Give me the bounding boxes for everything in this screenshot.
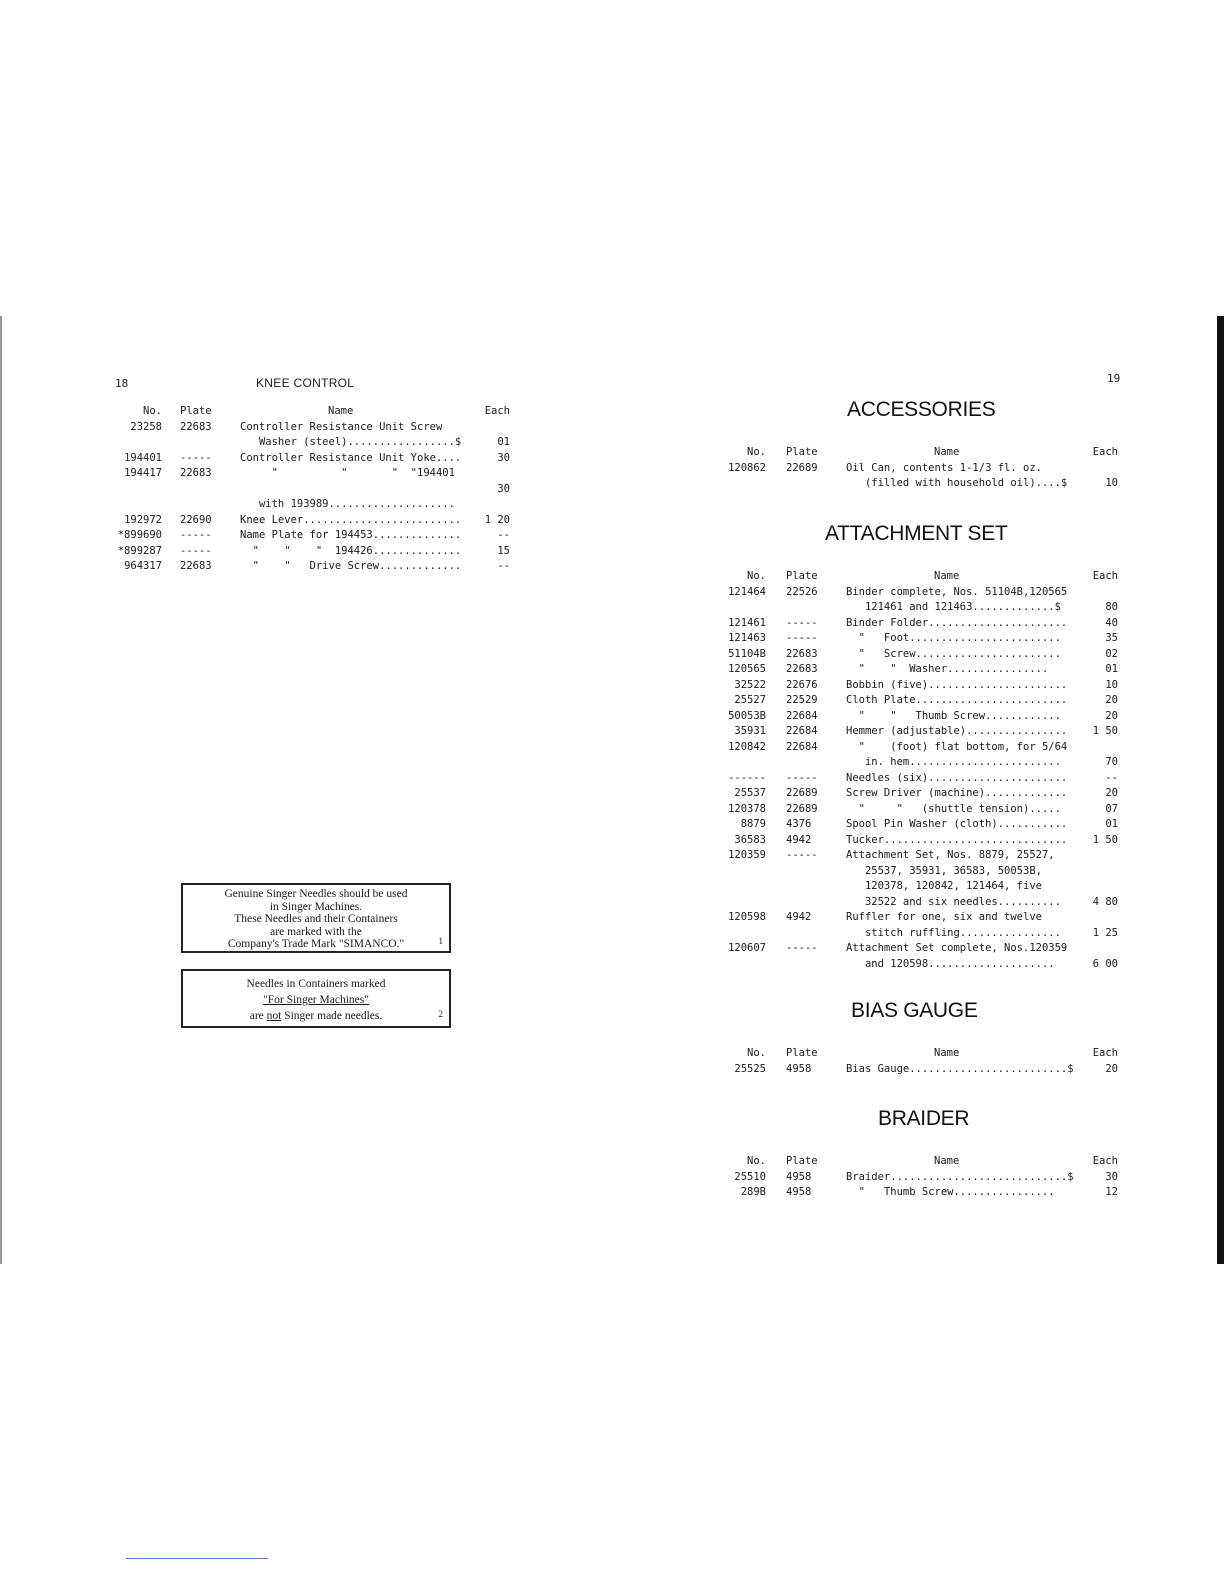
part-price: 1 50 <box>1092 725 1118 737</box>
part-name: Binder complete, Nos. 51104B,120565 <box>846 585 1068 598</box>
part-name: " " Thumb Screw............ <box>846 709 1061 722</box>
part-price: -- <box>1105 771 1118 784</box>
part-name: stitch ruffling................ <box>846 926 1061 939</box>
part-number: 25510 <box>734 1170 766 1183</box>
part-number: *899287 <box>117 544 162 557</box>
plate-number: 4942 <box>786 833 812 846</box>
notice-line: "For Singer Machines" <box>263 994 369 1006</box>
header-plate: Plate <box>180 405 212 417</box>
part-price: 1 50 <box>1092 833 1118 846</box>
plate-number: 4958 <box>786 1170 812 1183</box>
part-price: 01 <box>497 436 510 448</box>
left-page-edge <box>0 316 2 1264</box>
part-number: 121464 <box>728 585 766 598</box>
table-row <box>720 1170 1120 1186</box>
table-row <box>720 864 1120 880</box>
part-name: in. hem........................ <box>846 756 1061 768</box>
part-price: 35 <box>1105 632 1118 644</box>
part-number: 25527 <box>734 694 766 706</box>
part-number: 25525 <box>734 1062 766 1075</box>
part-price: 01 <box>1105 818 1118 830</box>
plate-number: 22683 <box>180 420 212 433</box>
plate-number: 22683 <box>786 663 818 675</box>
part-name: " " Drive Screw............. <box>240 560 462 572</box>
knee-control-table <box>110 404 520 575</box>
part-number: 51104B <box>728 647 766 660</box>
part-name: Screw Driver (machine)............. <box>846 787 1068 799</box>
header-name: Name <box>934 1155 960 1167</box>
part-name: Cloth Plate........................ <box>846 694 1068 706</box>
part-name: Bobbin (five)...................... <box>846 678 1068 691</box>
table-row <box>720 724 1120 740</box>
header-each: Each <box>484 405 510 417</box>
right-page-edge <box>1217 316 1224 1264</box>
attachment-set-table <box>720 569 1120 972</box>
table-header-row <box>720 445 1120 461</box>
section-title-accessories: ACCESSORIES <box>847 398 996 421</box>
plate-number: 4942 <box>786 911 812 923</box>
part-number: ------ <box>728 771 766 784</box>
notice-mark: 2 <box>438 1009 443 1019</box>
notice-line: are marked with the <box>270 925 362 938</box>
plate-number: ----- <box>180 529 212 541</box>
table-row <box>110 482 520 498</box>
part-price: 10 <box>1105 477 1118 489</box>
notice-text: Singer made needles. <box>281 1010 383 1022</box>
part-name: Name Plate for 194453.............. <box>240 529 462 541</box>
part-name: 25537, 35931, 36583, 50053B, <box>846 864 1042 877</box>
needles-warning-notice <box>181 969 451 1028</box>
part-name: 121461 and 121463.............$ <box>846 601 1061 613</box>
part-name: " Foot........................ <box>846 632 1061 644</box>
header-plate: Plate <box>786 1047 818 1059</box>
part-price: 02 <box>1105 647 1118 660</box>
part-name: Knee Lever......................... <box>240 513 462 526</box>
part-name: Controller Resistance Unit Yoke.... <box>240 451 462 464</box>
plate-number: 4958 <box>786 1062 812 1075</box>
part-number: *899690 <box>117 529 162 541</box>
header-each: Each <box>1092 570 1118 582</box>
part-name: Spool Pin Washer (cloth)........... <box>846 818 1068 830</box>
part-number: 120842 <box>728 740 766 753</box>
table-row <box>110 559 520 575</box>
part-name: " " " 194426.............. <box>240 544 462 557</box>
right-page-number: 19 <box>1107 372 1121 385</box>
part-name: Washer (steel).................$ <box>240 436 462 448</box>
part-name: 120378, 120842, 121464, five <box>846 880 1042 892</box>
part-name: (filled with household oil)....$ <box>846 477 1068 489</box>
header-name: Name <box>934 570 960 582</box>
part-price: 70 <box>1105 756 1118 768</box>
part-price: 1 20 <box>484 513 510 526</box>
part-name: Needles (six)...................... <box>846 771 1068 784</box>
part-number: 50053B <box>728 709 766 722</box>
plate-number: 22683 <box>786 647 818 660</box>
header-each: Each <box>1092 446 1118 458</box>
table-row <box>720 600 1120 616</box>
part-number: 120862 <box>728 461 766 474</box>
part-number: 23258 <box>130 420 162 433</box>
part-number: 120378 <box>728 802 766 815</box>
table-row <box>110 451 520 467</box>
part-number: 121463 <box>728 632 766 644</box>
part-number: 25537 <box>734 787 766 799</box>
plate-number: 22689 <box>786 461 818 474</box>
part-price: 07 <box>1105 802 1118 815</box>
plate-number: 22689 <box>786 787 818 799</box>
notice-text: are <box>249 1010 267 1022</box>
part-number: 289B <box>740 1186 766 1198</box>
plate-number: 22690 <box>180 513 212 526</box>
table-row <box>720 616 1120 632</box>
running-head: KNEE CONTROL <box>256 376 355 390</box>
table-row <box>110 420 520 436</box>
part-price: 20 <box>1105 709 1118 722</box>
part-price: 20 <box>1105 694 1118 706</box>
plate-number: ----- <box>180 544 212 557</box>
table-row <box>110 497 520 513</box>
table-row <box>720 817 1120 833</box>
part-price: 4 80 <box>1092 895 1118 908</box>
plate-number: 22684 <box>786 709 818 722</box>
part-number: 120607 <box>728 942 766 954</box>
footer-link-underline <box>126 1558 268 1559</box>
part-number: 192972 <box>124 513 162 526</box>
section-title-bias-gauge: BIAS GAUGE <box>851 999 978 1022</box>
plate-number: ----- <box>180 451 212 464</box>
header-no: No. <box>747 1155 766 1167</box>
accessories-table <box>720 445 1120 492</box>
header-no: No. <box>747 570 766 582</box>
part-price: 30 <box>1105 1170 1118 1183</box>
table-row <box>720 662 1120 678</box>
plate-number: 22684 <box>786 740 818 753</box>
plate-number: 4958 <box>786 1186 812 1198</box>
table-row <box>720 585 1120 601</box>
part-name: with 193989.................... <box>240 498 455 510</box>
table-row <box>720 461 1120 477</box>
table-header-row <box>720 1154 1120 1170</box>
part-price: 12 <box>1105 1186 1118 1198</box>
header-each: Each <box>1092 1047 1118 1059</box>
table-row <box>720 771 1120 787</box>
part-number: 8879 <box>740 818 766 830</box>
table-row <box>720 802 1120 818</box>
part-number: 120565 <box>728 663 766 675</box>
plate-number: 22676 <box>786 678 818 691</box>
notice-line: These Needles and their Containers <box>234 913 398 925</box>
table-row <box>720 895 1120 911</box>
table-row <box>110 528 520 544</box>
part-price: 6 00 <box>1092 957 1118 970</box>
header-name: Name <box>934 446 960 458</box>
header-name: Name <box>934 1047 960 1059</box>
part-name: Attachment Set complete, Nos.120359 <box>846 942 1068 954</box>
table-row <box>720 476 1120 492</box>
header-no: No. <box>747 1047 766 1059</box>
part-name: 32522 and six needles.......... <box>846 895 1061 908</box>
part-number: 120359 <box>728 849 766 861</box>
part-price: 30 <box>497 451 510 464</box>
part-number: 121461 <box>728 616 766 629</box>
notice-line: Genuine Singer Needles should be used <box>224 888 408 900</box>
table-row <box>720 957 1120 973</box>
part-price: 80 <box>1105 601 1118 613</box>
part-name: Controller Resistance Unit Screw <box>240 420 443 433</box>
table-row <box>720 879 1120 895</box>
notice-line: Needles in Containers marked <box>246 978 386 990</box>
plate-number: 22529 <box>786 694 818 706</box>
table-row <box>110 513 520 529</box>
table-row <box>720 910 1120 926</box>
table-header-row <box>110 404 520 420</box>
part-price: 40 <box>1105 616 1118 629</box>
part-name: Bias Gauge.........................$ <box>846 1062 1074 1075</box>
part-name: " Screw....................... <box>846 647 1061 660</box>
part-price: 20 <box>1105 1062 1118 1075</box>
plate-number: ----- <box>786 632 818 644</box>
part-name: and 120598.................... <box>846 957 1055 970</box>
braider-table <box>720 1154 1120 1201</box>
part-price: -- <box>497 560 510 572</box>
plate-number: 22683 <box>180 467 212 479</box>
table-row <box>720 926 1120 942</box>
table-header-row <box>720 1046 1120 1062</box>
table-row <box>720 1185 1120 1201</box>
table-row <box>720 941 1120 957</box>
notice-mark: 1 <box>438 935 443 946</box>
part-name: Attachment Set, Nos. 8879, 25527, <box>846 849 1055 861</box>
section-title-braider: BRAIDER <box>878 1107 970 1130</box>
part-price: -- <box>497 529 510 541</box>
part-price: 30 <box>497 482 510 495</box>
part-name: " " Washer................ <box>846 663 1049 675</box>
table-row <box>110 466 520 482</box>
table-row <box>720 693 1120 709</box>
table-row <box>720 755 1120 771</box>
table-row <box>720 740 1120 756</box>
header-no: No. <box>143 405 162 417</box>
plate-number: 4376 <box>786 818 812 830</box>
left-page-number: 18 <box>115 377 129 390</box>
part-name: Binder Folder...................... <box>846 616 1068 629</box>
genuine-needles-notice <box>181 883 451 953</box>
part-name: Ruffler for one, six and twelve <box>846 911 1042 923</box>
bias-gauge-table <box>720 1046 1120 1077</box>
part-name: Braider............................$ <box>846 1170 1074 1183</box>
header-each: Each <box>1092 1155 1118 1167</box>
part-price: 20 <box>1105 787 1118 799</box>
part-number: 32522 <box>734 678 766 691</box>
table-row <box>720 709 1120 725</box>
part-name: Hemmer (adjustable)................ <box>846 725 1068 737</box>
notice-line: in Singer Machines. <box>269 900 363 913</box>
part-price: 01 <box>1105 663 1118 675</box>
table-row <box>720 631 1120 647</box>
part-price: 15 <box>497 544 510 557</box>
part-number: 194417 <box>124 467 162 479</box>
part-name: " Thumb Screw................ <box>846 1186 1055 1198</box>
notice-line: Company's Trade Mark "SIMANCO." <box>227 938 405 950</box>
table-row <box>110 544 520 560</box>
part-number: 194401 <box>124 451 162 464</box>
part-price: 1 25 <box>1092 926 1118 939</box>
table-row <box>720 678 1120 694</box>
table-row <box>110 435 520 451</box>
table-header-row <box>720 569 1120 585</box>
plate-number: ----- <box>786 942 818 954</box>
header-no: No. <box>747 446 766 458</box>
part-number: 36583 <box>734 833 766 846</box>
table-row <box>720 833 1120 849</box>
table-row <box>720 1062 1120 1078</box>
plate-number: ----- <box>786 771 818 784</box>
table-row <box>720 786 1120 802</box>
notice-emphasis: not <box>266 1010 282 1022</box>
part-number: 35931 <box>734 725 766 737</box>
header-plate: Plate <box>786 446 818 458</box>
part-name: " " " "194401 <box>240 467 455 479</box>
plate-number: 22526 <box>786 585 818 598</box>
header-plate: Plate <box>786 1155 818 1167</box>
part-price: 10 <box>1105 678 1118 691</box>
part-name: Tucker............................. <box>846 833 1068 846</box>
section-title-attachment-set: ATTACHMENT SET <box>825 522 1008 545</box>
plate-number: ----- <box>786 616 818 629</box>
header-name: Name <box>328 405 354 417</box>
notice-line <box>189 1008 443 1024</box>
table-row <box>720 848 1120 864</box>
part-number: 964317 <box>124 560 162 572</box>
part-name: " (foot) flat bottom, for 5/64 <box>846 740 1068 753</box>
plate-number: ----- <box>786 849 818 861</box>
part-name: Oil Can, contents 1-1/3 fl. oz. <box>846 461 1042 474</box>
part-number: 120598 <box>728 911 766 923</box>
part-name: " " (shuttle tension)..... <box>846 802 1061 815</box>
plate-number: 22689 <box>786 802 818 815</box>
header-plate: Plate <box>786 570 818 582</box>
plate-number: 22683 <box>180 560 212 572</box>
table-row <box>720 647 1120 663</box>
plate-number: 22684 <box>786 725 818 737</box>
